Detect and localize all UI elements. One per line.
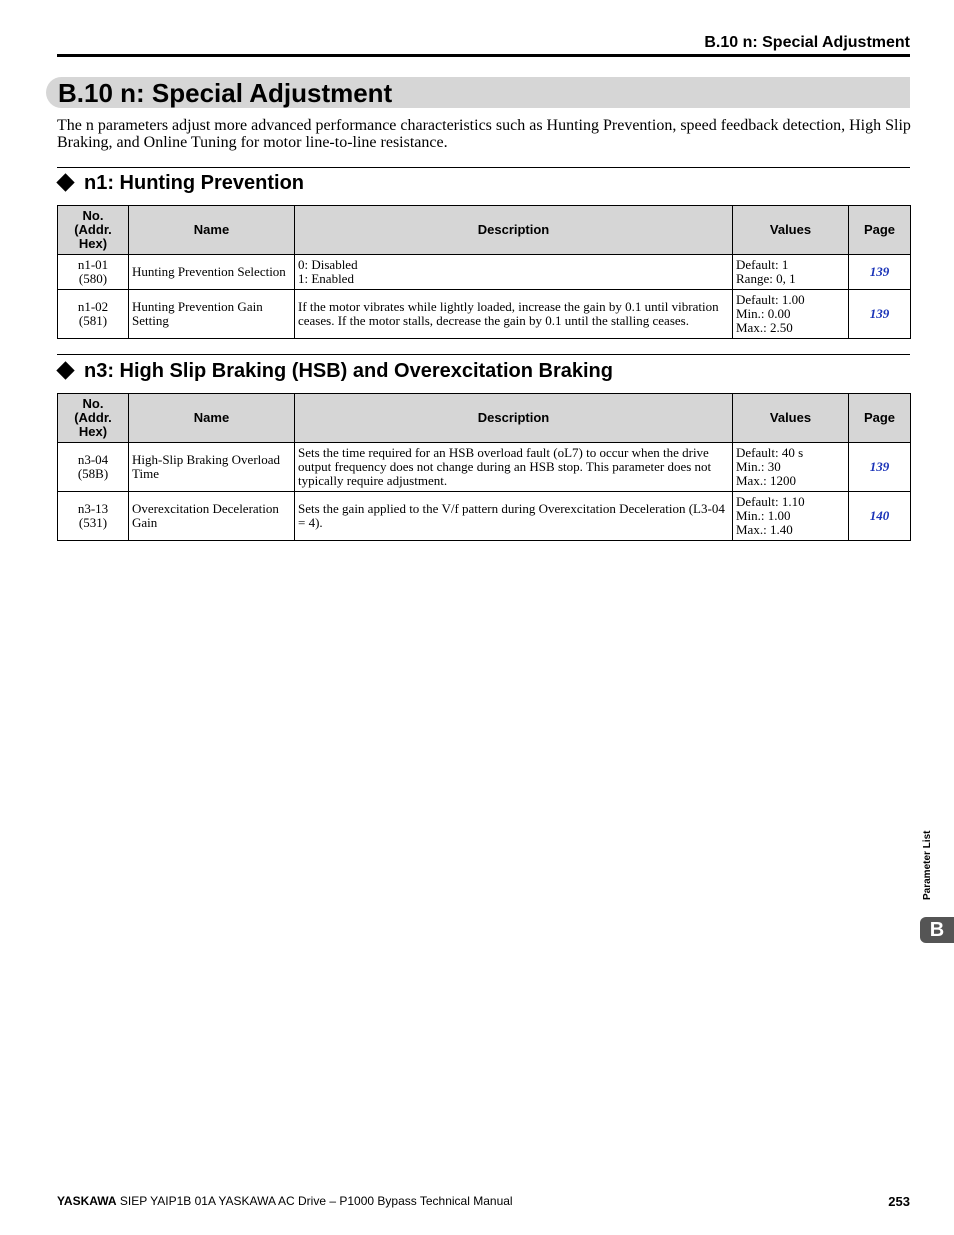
page-link[interactable]: 140	[849, 492, 911, 541]
footer-brand: YASKAWA	[57, 1194, 117, 1208]
param-name: Hunting Prevention Gain Setting	[129, 290, 295, 339]
param-name: Overexcitation Deceleration Gain	[129, 492, 295, 541]
subsection-title: n3: High Slip Braking (HSB) and Overexcitation Braking	[84, 360, 613, 382]
param-description: If the motor vibrates while lightly loaded, increase the gain by 0.1 until vibration ceases. If the motor stalls, decrease the gain by 0.1 until the stalling ceases.	[295, 290, 733, 339]
page-link[interactable]: 139	[849, 290, 911, 339]
table-header-row	[58, 206, 911, 255]
header-name: Name	[129, 206, 295, 255]
table-row	[58, 492, 911, 541]
header-rule	[57, 54, 910, 57]
header-values: Values	[733, 394, 849, 443]
subsection-rule	[57, 167, 910, 168]
header-description: Description	[295, 394, 733, 443]
table-header-row	[58, 394, 911, 443]
side-tab-label: Parameter List	[922, 830, 933, 900]
parameter-table-n3	[57, 393, 911, 541]
param-name: High-Slip Braking Overload Time	[129, 443, 295, 492]
subsection-heading	[57, 171, 304, 195]
param-description: Sets the gain applied to the V/f pattern during Overexcitation Deceleration (L3-04 = 4).	[295, 492, 733, 541]
table-row	[58, 255, 911, 290]
diamond-bullet-icon	[56, 174, 74, 192]
subsection-heading	[57, 359, 613, 383]
parameter-table-n1	[57, 205, 911, 339]
header-no: No. (Addr. Hex)	[58, 394, 129, 443]
header-page: Page	[849, 394, 911, 443]
side-tab-letter[interactable]: B	[920, 917, 954, 943]
subsection-title: n1: Hunting Prevention	[84, 172, 304, 194]
param-name: Hunting Prevention Selection	[129, 255, 295, 290]
param-number: n1-02 (581)	[58, 290, 129, 339]
header-name: Name	[129, 394, 295, 443]
header-no: No. (Addr. Hex)	[58, 206, 129, 255]
param-values: Default: 1 Range: 0, 1	[733, 255, 849, 290]
header-page: Page	[849, 206, 911, 255]
param-description: Sets the time required for an HSB overload fault (oL7) to occur when the drive output frequency does not change during an HSB stop. This parameter does not typically require adjustment.	[295, 443, 733, 492]
page-number: 253	[888, 1194, 910, 1209]
subsection-rule	[57, 354, 910, 355]
footer-text: SIEP YAIP1B 01A YASKAWA AC Drive – P1000 Bypass Technical Manual	[116, 1194, 513, 1208]
running-head: B.10 n: Special Adjustment	[704, 34, 910, 51]
page-link[interactable]: 139	[849, 255, 911, 290]
section-title: B.10 n: Special Adjustment	[58, 78, 393, 108]
table-row	[58, 443, 911, 492]
param-values: Default: 1.10 Min.: 1.00 Max.: 1.40	[733, 492, 849, 541]
page-link[interactable]: 139	[849, 443, 911, 492]
footer	[57, 1194, 513, 1208]
param-values: Default: 40 s Min.: 30 Max.: 1200	[733, 443, 849, 492]
param-description: 0: Disabled 1: Enabled	[295, 255, 733, 290]
param-number: n3-13 (531)	[58, 492, 129, 541]
header-values: Values	[733, 206, 849, 255]
diamond-bullet-icon	[56, 362, 74, 380]
param-number: n3-04 (58B)	[58, 443, 129, 492]
table-row	[58, 290, 911, 339]
header-description: Description	[295, 206, 733, 255]
param-values: Default: 1.00 Min.: 0.00 Max.: 2.50	[733, 290, 849, 339]
intro-paragraph: The n parameters adjust more advanced performance characteristics such as Hunting Prevention, speed feedback detection, High Slip Braking, and Online Tuning for motor line-to-line resistance.	[57, 117, 911, 151]
param-number: n1-01 (580)	[58, 255, 129, 290]
